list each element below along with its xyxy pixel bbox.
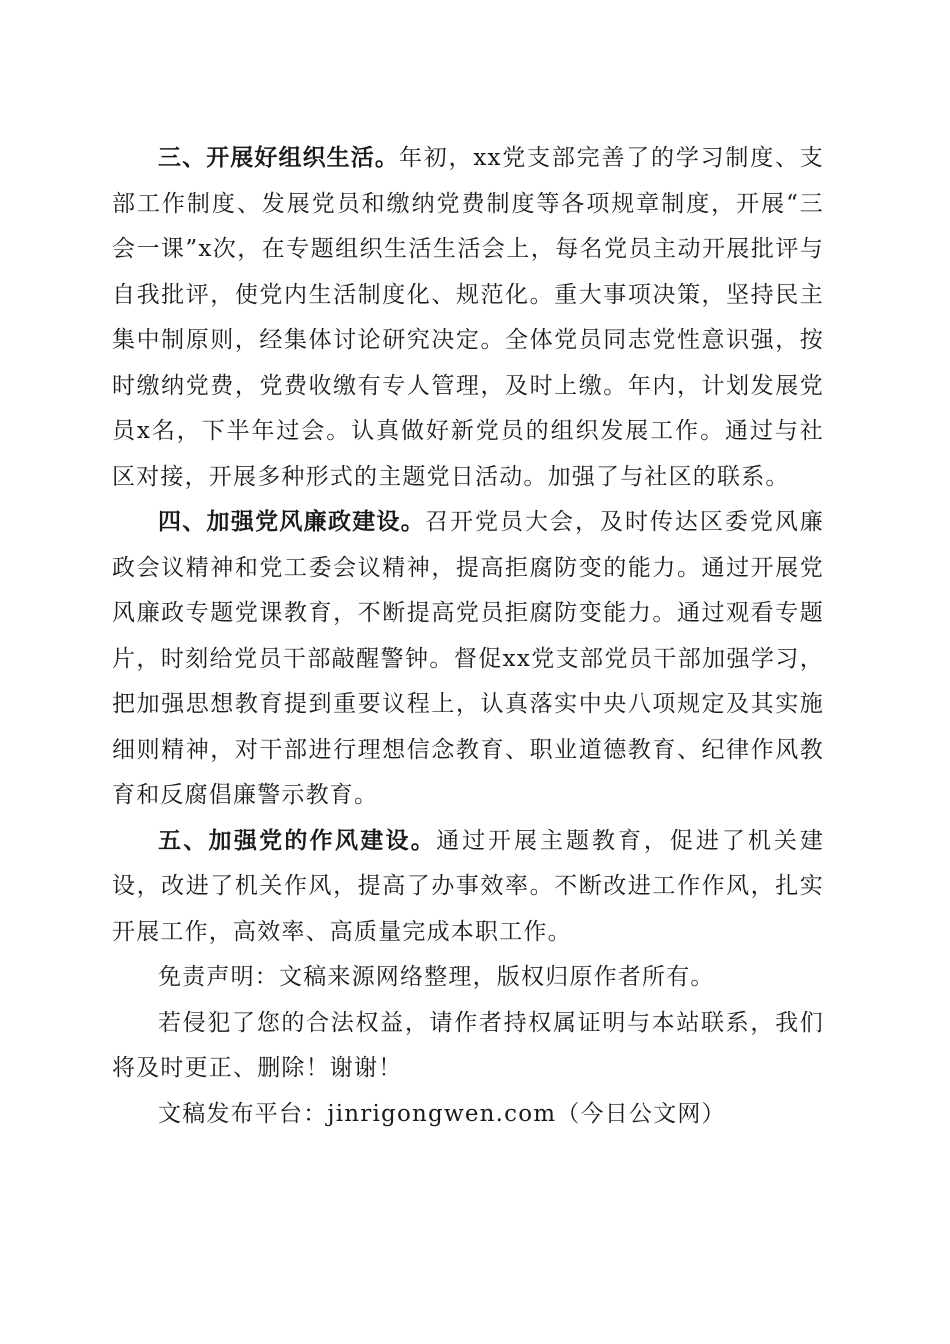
section-three	[112, 136, 824, 500]
contact-text: 若侵犯了您的合法权益，请作者持权属证明与本站联系，我们将及时更正、删除！谢谢！	[112, 1009, 824, 1081]
section-four-text: 召开党员大会，及时传达区委党风廉政会议精神和党工委会议精神，提高拒腐防变的能力。通过开展党风廉政专题党课教育，不断提高党员拒腐防变能力。通过观看专题片，时刻给党员干部敲醒警钟。督促xx党支部党员干部加强学习，把加强思想教育提到重要议程上，认真落实中央八项规定及其实施细则精神，对干部进行理想信念教育、职业道德教育、纪律作风教育和反腐倡廉警示教育。	[112, 509, 825, 808]
document-body	[112, 136, 824, 1137]
section-five	[112, 819, 824, 956]
section-four	[112, 500, 824, 819]
disclaimer-text: 免责声明：文稿来源网络整理，版权归原作者所有。	[158, 964, 715, 990]
section-four-heading: 四、加强党风廉政建设。	[158, 509, 426, 535]
section-five-heading: 五、加强党的作风建设。	[158, 827, 437, 854]
platform-text: 文稿发布平台：jinrigongwen.com（今日公文网）	[158, 1100, 726, 1127]
section-three-text: 年初，xx党支部完善了的学习制度、支部工作制度、发展党员和缴纳党费制度等各项规章制度，开展“三会一课”x次，在专题组织生活生活会上，每名党员主动开展批评与自我批评，使党内生活制度化、规范化。重大事项决策，坚持民主集中制原则，经集体讨论研究决定。全体党员同志党性意识强，按时缴纳党费，党费收缴有专人管理，及时上缴。年内，计划发展党员x名，下半年过会。认真做好新党员的组织发展工作。通过与社区对接，开展多种形式的主题党日活动。加强了与社区的联系。	[112, 145, 825, 490]
section-three-heading: 三、开展好组织生活。	[158, 145, 399, 171]
section-five-text: 通过开展主题教育，促进了机关建设，改进了机关作风，提高了办事效率。不断改进工作作风，扎实开展工作，高效率、高质量完成本职工作。	[112, 827, 825, 945]
